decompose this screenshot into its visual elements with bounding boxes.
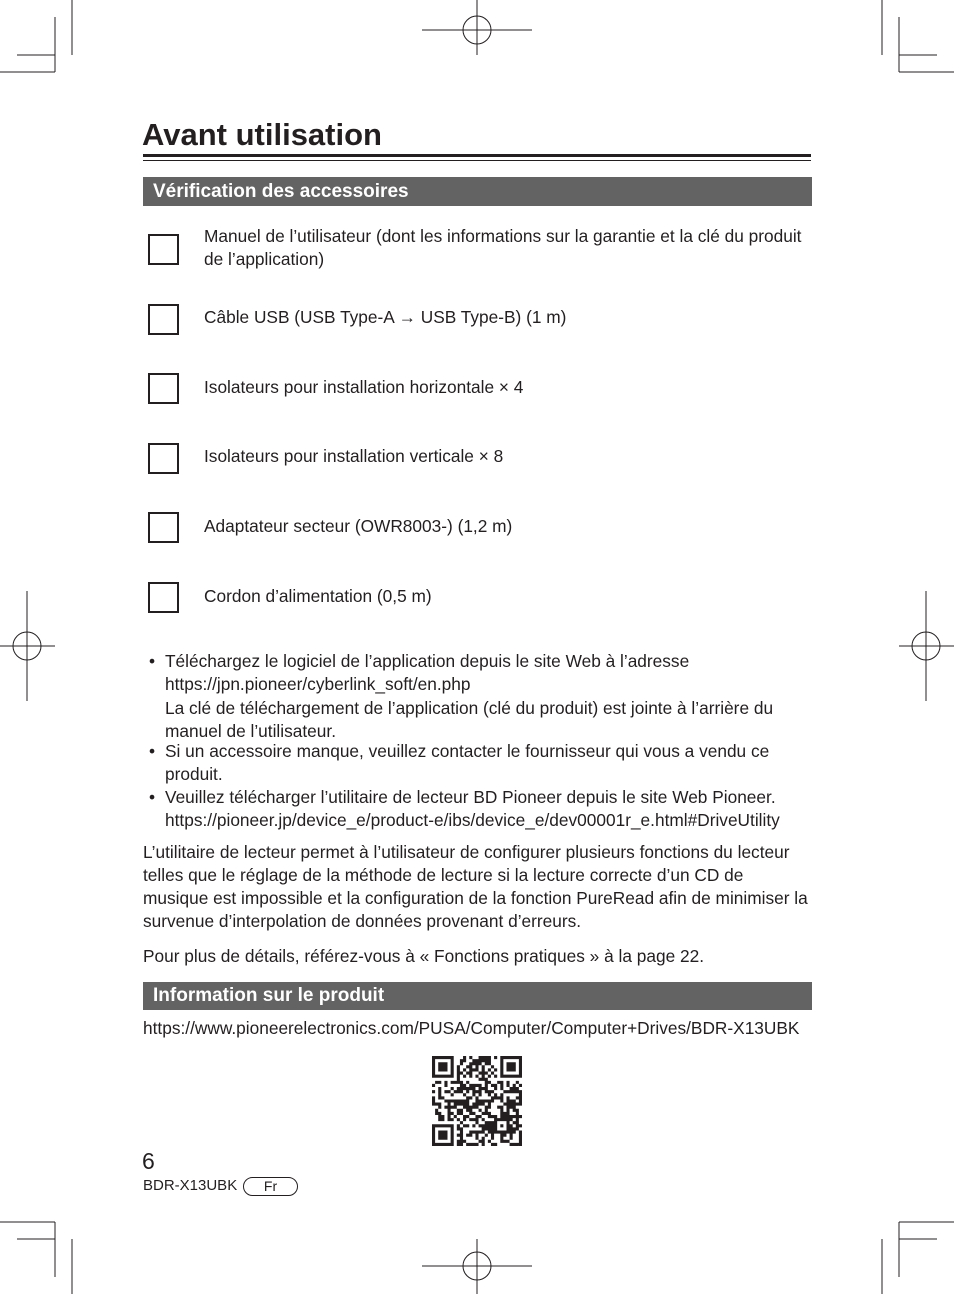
checkbox-square xyxy=(148,304,179,335)
drive-utility-paragraph xyxy=(143,841,808,933)
language-badge: Fr xyxy=(243,1177,298,1196)
note-text xyxy=(165,786,780,832)
note-url: https://jpn.pioneer/cyberlink_soft/en.php xyxy=(165,674,471,694)
note-line: produit. xyxy=(165,764,223,784)
registration-mark-left xyxy=(0,591,55,701)
registration-mark-right xyxy=(899,591,954,701)
model-name: BDR-X13UBK xyxy=(143,1177,238,1194)
note-line: manuel de l’utilisateur. xyxy=(165,721,336,741)
accessory-item xyxy=(204,585,432,608)
paragraph-line: telles que le réglage de la méthode de lecture si la lecture correcte d’un CD de xyxy=(143,865,744,885)
accessory-item xyxy=(204,225,802,271)
paragraph-line: musique est impossible et la configuration de la fonction PureRead afin de minimiser la xyxy=(143,888,808,908)
accessory-item-line: Isolateurs pour installation horizontale × 4 xyxy=(204,377,524,397)
note-line: Veuillez télécharger l’utilitaire de lecteur BD Pioneer depuis le site Web Pioneer. xyxy=(165,787,776,807)
crop-mark-bottom-right xyxy=(882,1222,954,1294)
accessory-item-line: Isolateurs pour installation verticale × 8 xyxy=(204,446,504,466)
bullet-icon: • xyxy=(149,787,156,807)
checkbox-square xyxy=(148,373,179,404)
registration-mark-circle xyxy=(912,632,940,660)
note-line: La clé de téléchargement de l’application (clé du produit) est jointe à l’arrière du xyxy=(165,698,774,718)
page-title: Avant utilisation xyxy=(142,117,382,152)
registration-mark-top xyxy=(422,0,532,55)
page-number: 6 xyxy=(142,1148,155,1174)
accessory-item xyxy=(204,515,512,538)
accessory-item-line: Cordon d’alimentation (0,5 m) xyxy=(204,586,432,606)
section-heading-product-info: Information sur le produit xyxy=(143,982,812,1010)
qr-code xyxy=(432,1056,522,1146)
qr-modules xyxy=(432,1056,522,1146)
checkbox-square xyxy=(148,234,179,265)
accessory-item xyxy=(204,306,566,329)
checkbox-square xyxy=(148,512,179,543)
note-text xyxy=(165,650,689,696)
crop-mark-top-right xyxy=(882,0,954,72)
crop-mark-bottom-left xyxy=(0,1222,72,1294)
registration-mark-circle xyxy=(463,1252,491,1280)
note-text xyxy=(165,697,773,743)
accessory-item-line: Câble USB (USB Type-A → USB Type-B) (1 m) xyxy=(204,307,567,327)
registration-mark-circle xyxy=(13,632,41,660)
registration-mark-circle xyxy=(463,16,491,44)
accessory-item-line: Manuel de l’utilisateur (dont les informations sur la garantie et la clé du produit xyxy=(204,226,802,246)
registration-mark-bottom xyxy=(422,1239,532,1294)
note-line: Si un accessoire manque, veuillez contacter le fournisseur qui vous a vendu ce xyxy=(165,741,770,761)
accessory-item xyxy=(204,376,523,399)
bullet-icon: • xyxy=(149,651,156,671)
title-rule-thin xyxy=(143,160,811,161)
accessory-item xyxy=(204,445,503,468)
note-line: Téléchargez le logiciel de l’application depuis le site Web à l’adresse xyxy=(165,651,690,671)
section-heading-accessories: Vérification des accessoires xyxy=(143,177,812,206)
bullet-icon: • xyxy=(149,741,156,761)
checkbox-square xyxy=(148,582,179,613)
accessory-item-line: Adaptateur secteur (OWR8003-) (1,2 m) xyxy=(204,516,513,536)
title-rule-thick xyxy=(143,154,811,157)
paragraph-line: survenue d’interpolation de données provenant d’erreurs. xyxy=(143,911,582,931)
checkbox-square xyxy=(148,443,179,474)
details-paragraph: Pour plus de détails, référez-vous à « Fonctions pratiques » à la page 22. xyxy=(143,946,705,966)
product-url: https://www.pioneerelectronics.com/PUSA/Computer/Computer+Drives/BDR-X13UBK xyxy=(143,1018,800,1038)
note-url: https://pioneer.jp/device_e/product-e/ibs/device_e/dev00001r_e.html#DriveUtility xyxy=(165,810,780,830)
paragraph-line: L’utilitaire de lecteur permet à l’utilisateur de configurer plusieurs fonctions du lecteur xyxy=(143,842,790,862)
note-text xyxy=(165,740,769,786)
crop-mark-top-left xyxy=(0,0,72,72)
accessory-item-line: de l’application) xyxy=(204,249,325,269)
